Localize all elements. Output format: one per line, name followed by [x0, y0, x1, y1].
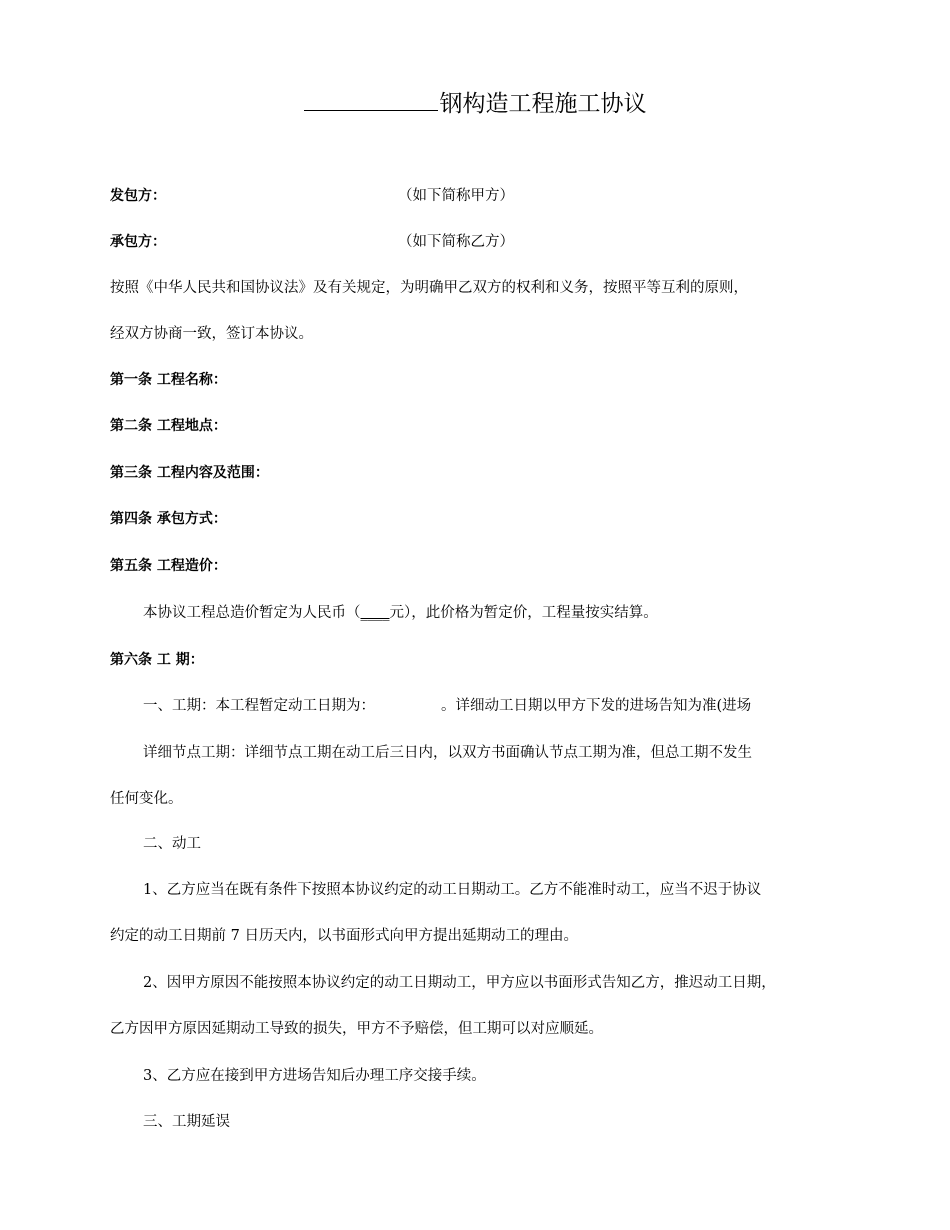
price-suffix: 元），此价格为暂定价，工程量按实结算。	[389, 605, 658, 621]
article-5-heading: 第五条 工程造价：	[110, 558, 227, 574]
section-3-title: 三、工期延误	[143, 1114, 230, 1130]
node-period-line-1: 详细节点工期：详细节点工期在动工后三日内，以双方书面确认节点工期为准，但总工期不发生	[143, 745, 752, 761]
article-4-heading: 第四条 承包方式：	[110, 511, 227, 527]
title-text: 钢构造工程施工协议	[439, 91, 647, 117]
intro-line-1: 按照《中华人民共和国协议法》及有关规定，为明确甲乙双方的权利和义务，按照平等互利的原则，	[110, 280, 748, 296]
party-b-label: 承包方：	[110, 234, 166, 250]
item-1-line-1: 1、乙方应当在既有条件下按照本协议约定的动工日期动工。乙方不能准时动工，应当不迟于协议	[143, 882, 762, 898]
period-start-prefix: 一、工期：本工程暂定动工日期为：	[143, 698, 375, 714]
node-period-line-2: 任何变化。	[110, 791, 183, 807]
price-prefix: 本协议工程总造价暂定为人民币（	[143, 605, 361, 621]
party-a-note: （如下简称甲方）	[398, 188, 514, 204]
section-2-title: 二、动工	[143, 836, 201, 852]
item-3-line: 3、乙方应在接到甲方进场告知后办理工序交接手续。	[143, 1068, 486, 1084]
article-6-heading: 第六条 工 期：	[110, 652, 204, 668]
item-1-line-2: 约定的动工日期前 7 日历天内，以书面形式向甲方提出延期动工的理由。	[110, 928, 578, 944]
article-2-heading: 第二条 工程地点：	[110, 418, 227, 434]
document-title	[0, 88, 950, 120]
price-paragraph	[143, 602, 658, 624]
period-start-suffix: 。详细动工日期以甲方下发的进场告知为准(进场	[441, 698, 752, 714]
party-a-label: 发包方：	[110, 188, 166, 204]
item-2-line-2: 乙方因甲方原因延期动工导致的损失，甲方不予赔偿，但工期可以对应顺延。	[110, 1021, 603, 1037]
article-1-heading: 第一条 工程名称：	[110, 372, 227, 388]
title-blank-line	[304, 88, 438, 111]
article-3-heading: 第三条 工程内容及范围：	[110, 465, 269, 481]
intro-line-2: 经双方协商一致，签订本协议。	[110, 326, 313, 342]
price-blank: ____	[360, 605, 390, 621]
party-b-note: （如下简称乙方）	[398, 234, 514, 250]
item-2-line-1: 2、因甲方原因不能按照本协议约定的动工日期动工，甲方应以书面形式告知乙方，推迟动工日期，	[143, 975, 776, 991]
period-start-line	[143, 695, 751, 717]
